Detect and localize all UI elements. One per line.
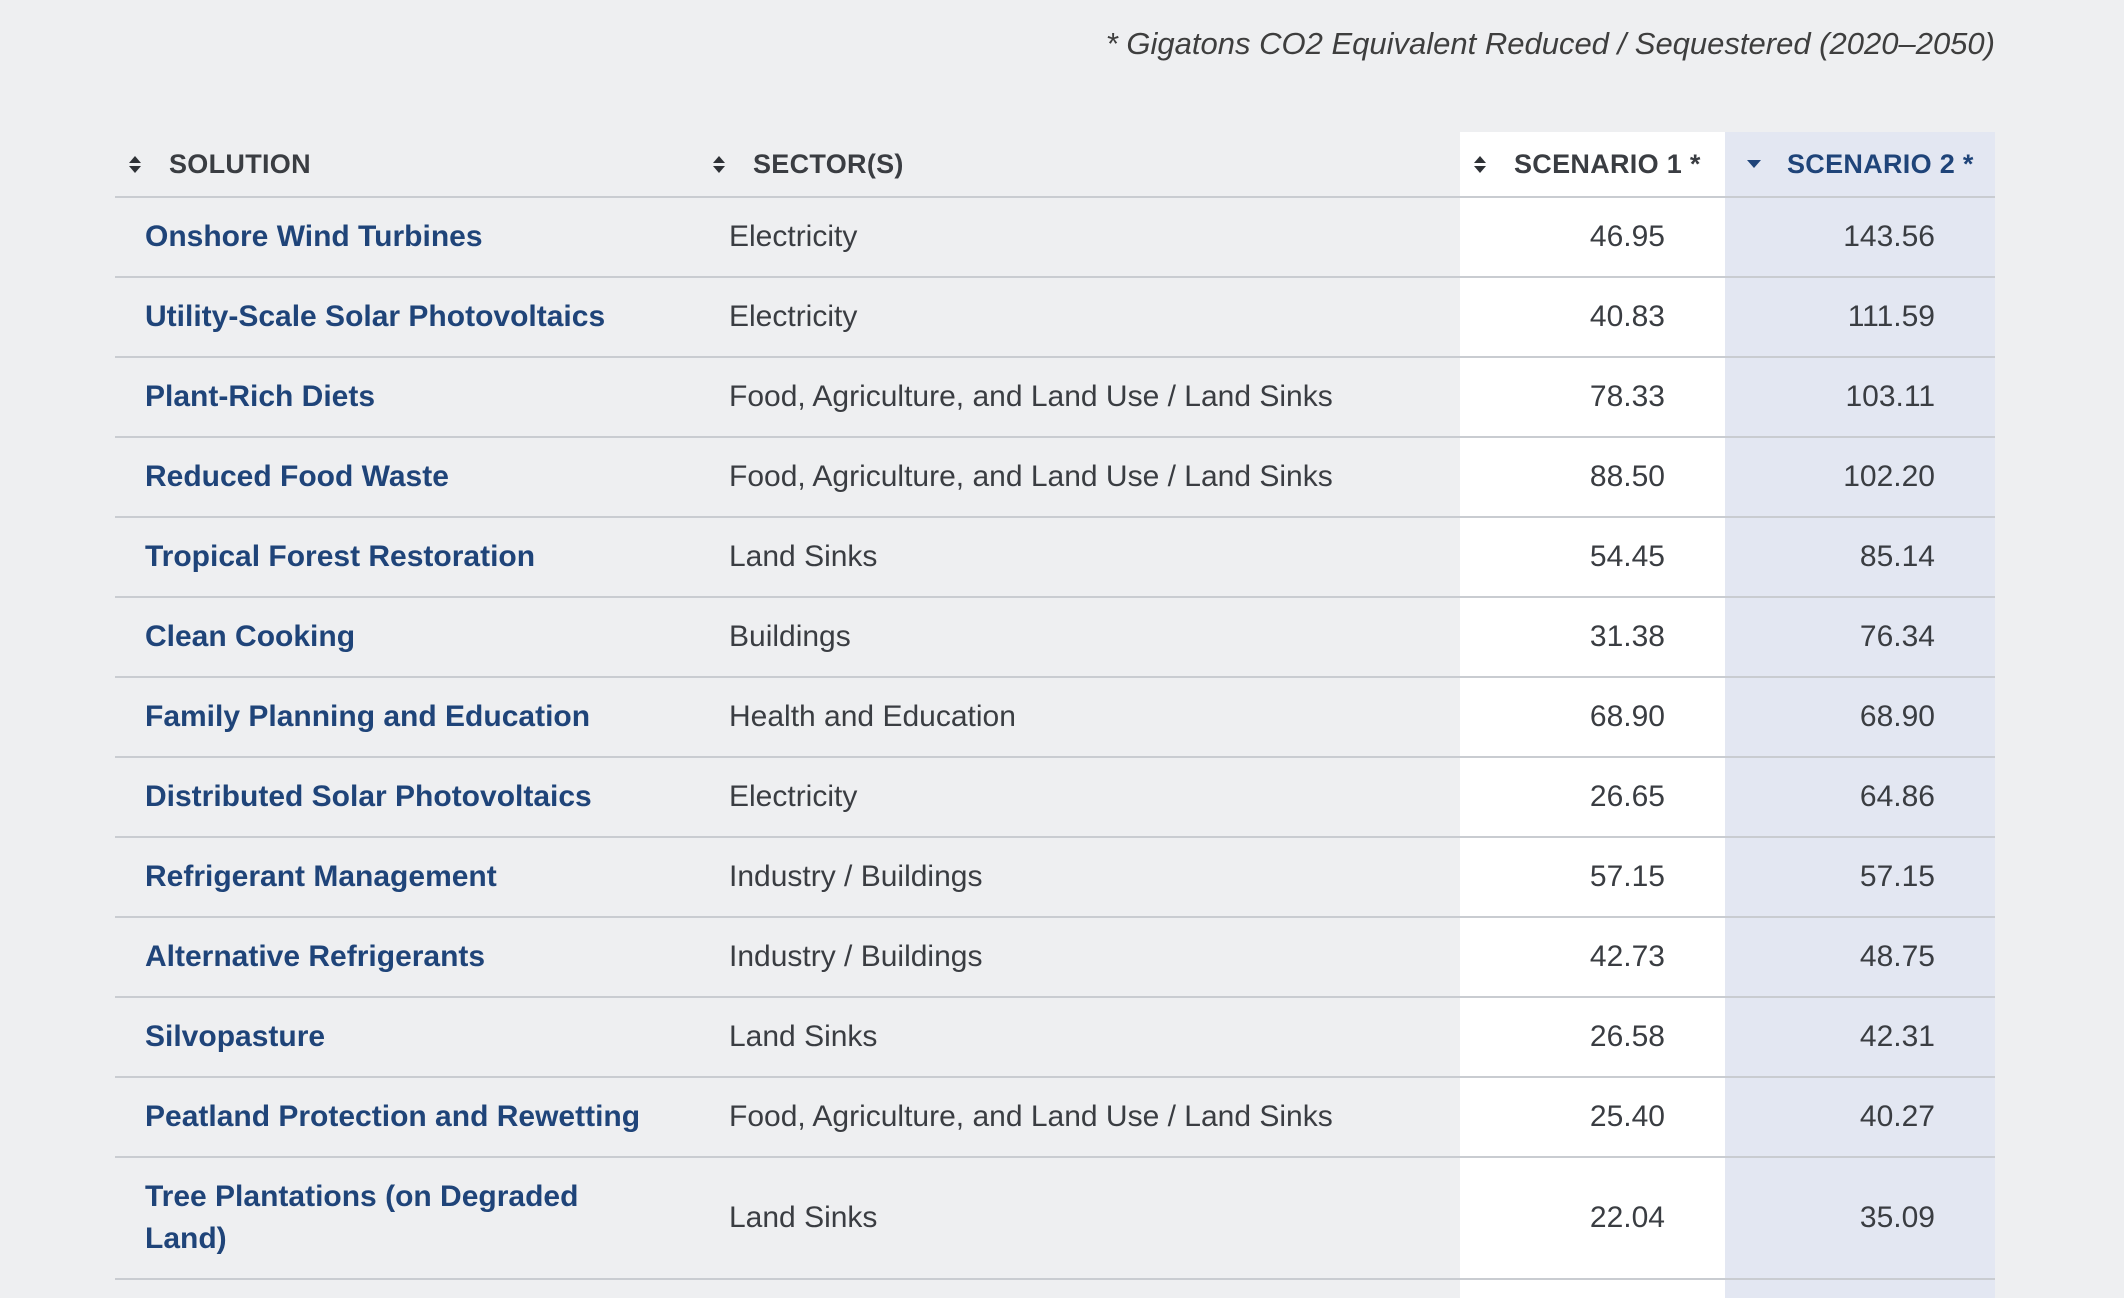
solution-link[interactable]: Peatland Protection and Rewetting [145,1100,641,1133]
solution-link[interactable]: Utility-Scale Solar Photovoltaics [145,300,606,333]
scenario1-value: 88.50 [1589,460,1665,493]
solution-link[interactable]: Clean Cooking [145,620,356,653]
solution-link[interactable]: Family Planning and Education [145,700,591,733]
solution-link[interactable]: Tree Plantations (on Degraded Land) [145,1180,579,1255]
table-row [115,1158,1995,1280]
scenario1-value: 26.65 [1589,780,1665,813]
table-row [115,358,1995,438]
header-solution[interactable] [115,149,705,180]
sector-cell: Industry / Buildings [729,860,983,893]
scenario2-value: 42.31 [1859,1020,1935,1053]
scenario2-value: 102.20 [1843,460,1935,493]
solution-link[interactable]: Onshore Wind Turbines [145,220,483,253]
table-row [115,1078,1995,1158]
scenario1-value: 46.95 [1589,220,1665,253]
scenario2-value: 48.75 [1859,940,1935,973]
solution-link[interactable]: Refrigerant Management [145,860,497,893]
table-row [115,598,1995,678]
sort-icon [713,156,727,173]
table-row [115,678,1995,758]
scenario2-value: 68.90 [1859,700,1935,733]
table-row [115,438,1995,518]
scenario2-value: 35.09 [1859,1201,1935,1234]
solution-link[interactable]: Alternative Refrigerants [145,940,486,973]
scenario1-value: 42.73 [1589,940,1665,973]
scenario1-value: 54.45 [1589,540,1665,573]
sector-cell: Food, Agriculture, and Land Use / Land Sinks [729,460,1333,493]
sort-icon [1474,156,1488,173]
scenario1-value: 26.58 [1589,1020,1665,1053]
solution-link[interactable]: Reduced Food Waste [145,460,449,493]
sector-cell: Electricity [729,300,858,333]
table-header-row [115,132,1995,198]
table-row [115,918,1995,998]
header-sectors[interactable] [705,149,1460,180]
scenario1-value: 68.90 [1589,700,1665,733]
table-row [115,998,1995,1078]
header-scenario1-label: SCENARIO 1 * [1514,148,1701,179]
table-row [115,518,1995,598]
sector-cell: Electricity [729,220,858,253]
solutions-table [115,132,1995,1280]
table-row [115,758,1995,838]
scenario2-value: 85.14 [1859,540,1935,573]
scenario2-value: 64.86 [1859,780,1935,813]
sector-cell: Industry / Buildings [729,940,983,973]
scenario2-value: 40.27 [1859,1100,1935,1133]
sector-cell: Electricity [729,780,858,813]
scenario2-value: 111.59 [1847,300,1935,333]
scenario1-value: 22.04 [1589,1201,1665,1234]
table-footnote: * Gigatons CO2 Equivalent Reduced / Sequestered (2020–2050) [1105,26,1995,61]
scenario2-value: 76.34 [1859,620,1935,653]
scenario1-value: 78.33 [1589,380,1665,413]
scenario2-value: 103.11 [1845,380,1935,413]
scenario1-value: 31.38 [1589,620,1665,653]
table-row [115,198,1995,278]
solution-link[interactable]: Tropical Forest Restoration [145,540,536,573]
header-scenario2[interactable] [1725,149,1995,180]
scenario2-value: 143.56 [1843,220,1935,253]
scenario1-value: 40.83 [1589,300,1665,333]
solution-link[interactable]: Plant-Rich Diets [145,380,376,413]
scenario1-value: 57.15 [1589,860,1665,893]
header-sectors-label: SECTOR(S) [753,148,904,179]
header-scenario2-label: SCENARIO 2 * [1787,148,1974,179]
header-solution-label: SOLUTION [169,148,311,179]
table-row [115,278,1995,358]
sector-cell: Food, Agriculture, and Land Use / Land Sinks [729,1100,1333,1133]
sector-cell: Land Sinks [729,1020,878,1053]
sector-cell: Buildings [729,620,851,653]
sort-icon [129,156,143,173]
sort-descending-icon [1747,160,1761,168]
sector-cell: Food, Agriculture, and Land Use / Land Sinks [729,380,1333,413]
table-row [115,838,1995,918]
scenario2-value: 57.15 [1859,860,1935,893]
sector-cell: Land Sinks [729,1201,878,1234]
solution-link[interactable]: Silvopasture [145,1020,326,1053]
sector-cell: Land Sinks [729,540,878,573]
header-scenario1[interactable] [1460,149,1725,180]
solution-link[interactable]: Distributed Solar Photovoltaics [145,780,592,813]
scenario1-value: 25.40 [1589,1100,1665,1133]
sector-cell: Health and Education [729,700,1016,733]
